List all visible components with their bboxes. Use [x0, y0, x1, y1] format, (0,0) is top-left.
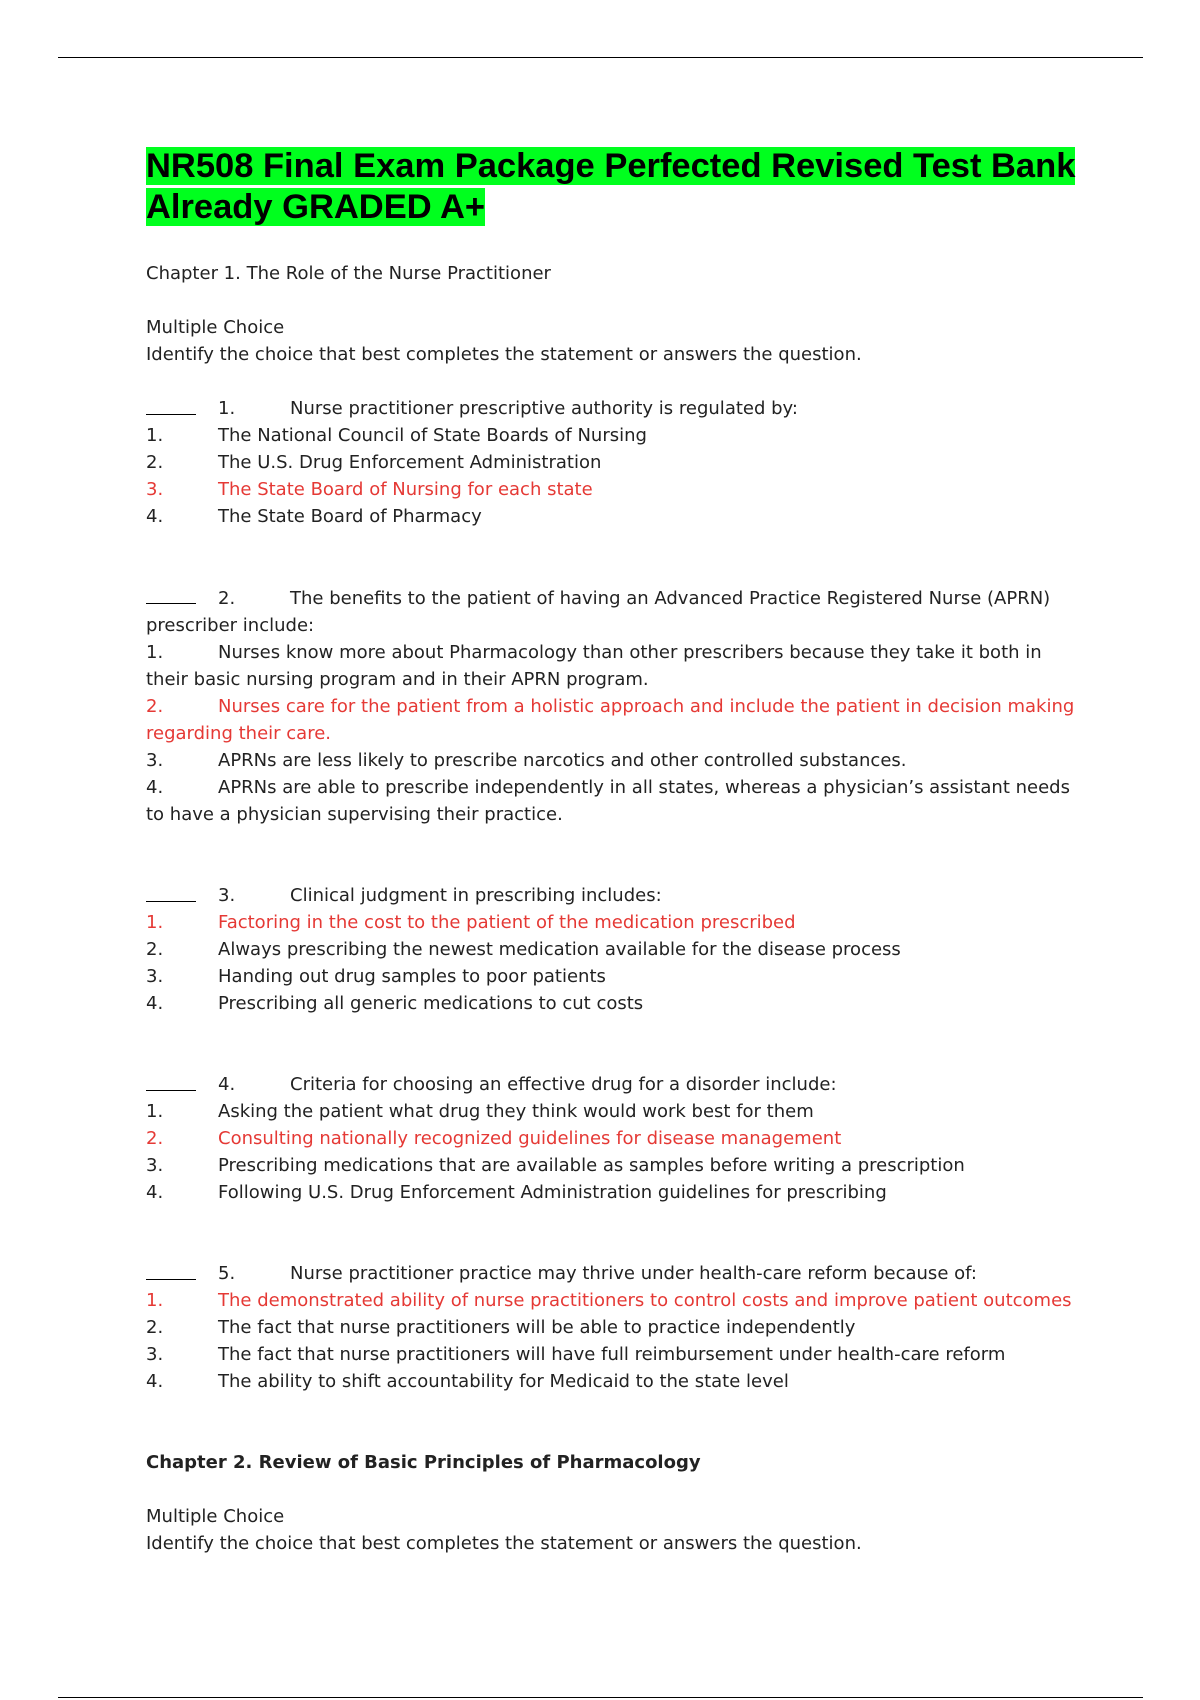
multiple-choice-label: Multiple Choice [146, 317, 285, 338]
question-text: Criteria for choosing an effective drug for a disorder include: [290, 1074, 837, 1095]
chapter-2-heading: Chapter 2. Review of Basic Principles of Pharmacology [146, 1452, 701, 1473]
question-text: The benefits to the patient of having an Advanced Practice Registered Nurse (APRN) prescriber include: [146, 588, 1051, 636]
answer-blank[interactable] [146, 395, 196, 415]
instructions: Identify the choice that best completes the statement or answers the question. [146, 1533, 862, 1554]
option: 1. Nurses know more about Pharmacology than other prescribers because they take it both in their basic nursing program and in their APRN program. [146, 642, 1042, 690]
question-1 [146, 395, 1086, 530]
question-text: Nurse practitioner practice may thrive under health-care reform because of: [290, 1263, 977, 1284]
question-text: Clinical judgment in prescribing includes: [290, 885, 662, 906]
answer-blank[interactable] [146, 882, 196, 902]
question-3 [146, 882, 1086, 1017]
option: 4. Prescribing all generic medications to cut costs [146, 993, 644, 1014]
option-correct: 2. Nurses care for the patient from a holistic approach and include the patient in decision making regarding their care. [146, 696, 1075, 744]
document-body [146, 146, 1086, 1557]
multiple-choice-label: Multiple Choice [146, 1506, 285, 1527]
option: 4. Following U.S. Drug Enforcement Administration guidelines for prescribing [146, 1182, 887, 1203]
option: 1. Asking the patient what drug they think would work best for them [146, 1101, 814, 1122]
question-number: 4. [218, 1074, 236, 1095]
option-correct: 1. Factoring in the cost to the patient of the medication prescribed [146, 912, 796, 933]
answer-blank[interactable] [146, 1071, 196, 1091]
option: 1. The National Council of State Boards of Nursing [146, 425, 647, 446]
option: 4. The ability to shift accountability for Medicaid to the state level [146, 1371, 789, 1392]
option: 2. Always prescribing the newest medication available for the disease process [146, 939, 901, 960]
question-4 [146, 1071, 1086, 1206]
question-number: 2. [218, 588, 236, 609]
question-number: 1. [218, 398, 236, 419]
answer-blank[interactable] [146, 1260, 196, 1280]
chapter-1-heading: Chapter 1. The Role of the Nurse Practitioner [146, 263, 551, 284]
option: 3. Prescribing medications that are available as samples before writing a prescription [146, 1155, 965, 1176]
question-number: 3. [218, 885, 236, 906]
question-2 [146, 584, 1086, 828]
option: 3. APRNs are less likely to prescribe narcotics and other controlled substances. [146, 750, 907, 771]
top-rule [58, 57, 1143, 58]
question-line [146, 584, 1086, 639]
option-correct: 3. The State Board of Nursing for each state [146, 479, 593, 500]
option-correct: 1. The demonstrated ability of nurse practitioners to control costs and improve patient outcomes [146, 1290, 1072, 1311]
option: 2. The fact that nurse practitioners will be able to practice independently [146, 1317, 856, 1338]
instructions: Identify the choice that best completes the statement or answers the question. [146, 344, 862, 365]
question-number: 5. [218, 1263, 236, 1284]
option: 4. The State Board of Pharmacy [146, 506, 482, 527]
document-title: NR508 Final Exam Package Perfected Revised Test Bank Already GRADED A+ [146, 147, 1076, 226]
option-correct: 2. Consulting nationally recognized guidelines for disease management [146, 1128, 842, 1149]
question-5 [146, 1260, 1086, 1395]
option: 3. The fact that nurse practitioners will have full reimbursement under health-care reform [146, 1344, 1006, 1365]
bottom-rule [58, 1697, 1143, 1698]
option: 2. The U.S. Drug Enforcement Administration [146, 452, 602, 473]
question-text: Nurse practitioner prescriptive authority is regulated by: [290, 398, 798, 419]
option: 3. Handing out drug samples to poor patients [146, 966, 606, 987]
answer-blank[interactable] [146, 584, 196, 604]
option: 4. APRNs are able to prescribe independently in all states, whereas a physician’s assistant needs to have a physician supervising their practice. [146, 777, 1070, 825]
